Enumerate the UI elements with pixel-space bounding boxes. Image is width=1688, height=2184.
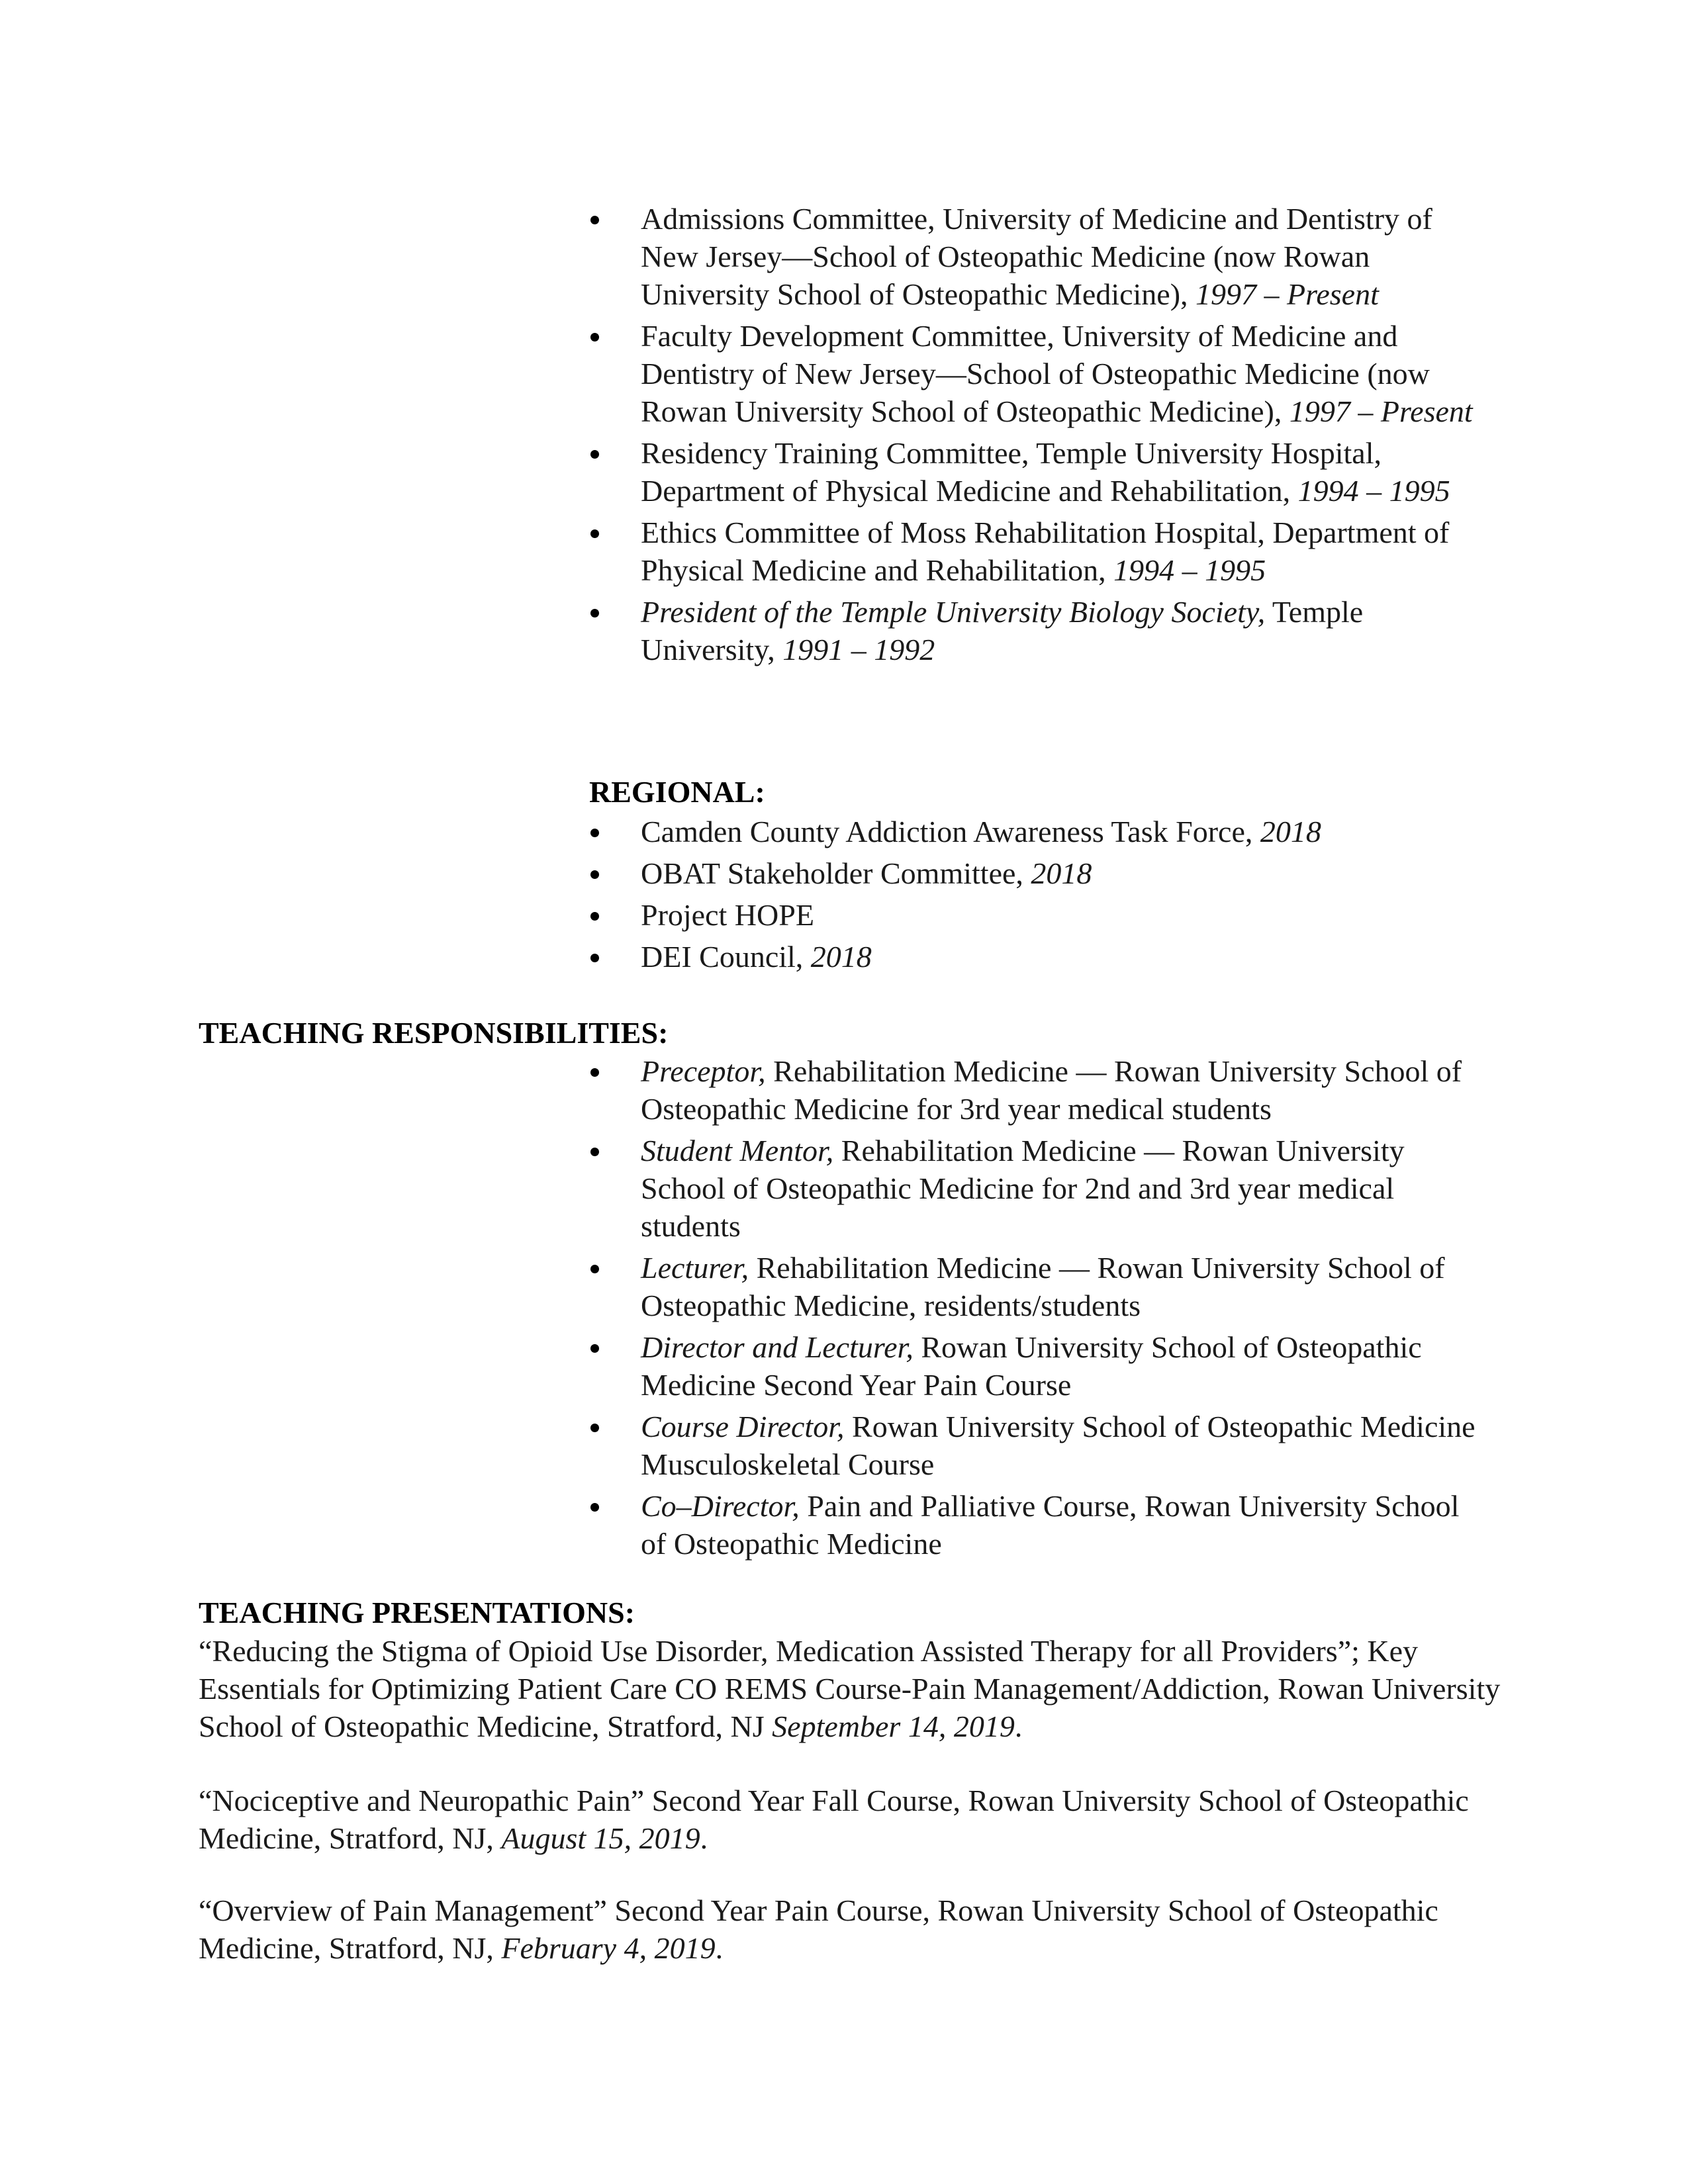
list-item: Camden County Addiction Awareness Task Force, 2018 [589,813,1489,850]
bullet-icon [590,1068,599,1077]
university-committees-list [589,200,1489,672]
presentation-entry: “Nociceptive and Neuropathic Pain” Second Year Fall Course, Rowan University School of Osteopathic Medicine, Stratford, NJ, August 15, 2019. [199,1784,1469,1855]
list-item: Project HOPE [589,896,1489,934]
bullet-icon [590,216,599,224]
presentation-entry: “Overview of Pain Management” Second Year Pain Course, Rowan University School of Osteopathic Medicine, Stratford, NJ, February 4, 2019. [199,1893,1438,1965]
list-item: Preceptor, Rehabilitation Medicine — Rowan University School of Osteopathic Medicine for 3rd year medical students [589,1052,1489,1128]
bullet-icon [590,1148,599,1156]
list-item: Residency Training Committee, Temple University Hospital, Department of Physical Medicine and Rehabilitation, 1994 – 1995 [589,434,1489,510]
list-item: Course Director, Rowan University School of Osteopathic Medicine Musculoskeletal Course [589,1408,1489,1483]
list-item: Co–Director, Pain and Palliative Course, Rowan University School of Osteopathic Medicine [589,1487,1489,1563]
bullet-icon [590,609,599,617]
bullet-icon [590,1265,599,1273]
bullet-icon [590,1503,599,1512]
list-item: Lecturer, Rehabilitation Medicine — Rowan University School of Osteopathic Medicine, residents/students [589,1249,1489,1324]
bullet-icon [590,1424,599,1432]
bullet-icon [590,333,599,341]
list-item: Ethics Committee of Moss Rehabilitation Hospital, Department of Physical Medicine and Rehabilitation, 1994 – 1995 [589,514,1489,589]
list-item: Director and Lecturer, Rowan University School of Osteopathic Medicine Second Year Pain Course [589,1328,1489,1404]
bullet-icon [590,954,599,962]
regional-list [589,813,1489,979]
teaching-presentations-heading: TEACHING PRESENTATIONS: [199,1596,635,1629]
list-item: Admissions Committee, University of Medicine and Dentistry of New Jersey—School of Osteopathic Medicine (now Rowan University School of Osteopathic Medicine), 1997 – Present [589,200,1489,313]
bullet-icon [590,450,599,459]
list-item: Faculty Development Committee, University of Medicine and Dentistry of New Jersey—School of Osteopathic Medicine (now Rowan University School of Osteopathic Medicine), 1997 – Present [589,317,1489,430]
regional-heading: REGIONAL: [589,775,765,809]
list-item: Student Mentor, Rehabilitation Medicine — Rowan University School of Osteopathic Medicine for 2nd and 3rd year medical students [589,1132,1489,1245]
bullet-icon [590,529,599,538]
teaching-responsibilities-list [589,1052,1489,1567]
presentation-entry: “Reducing the Stigma of Opioid Use Disorder, Medication Assisted Therapy for all Providers”; Key Essentials for Optimizing Patient Care CO REMS Course-Pain Management/Addiction, Rowan University School of Osteopathic Medicine, Stratford, NJ September 14, 2019. [199,1634,1501,1743]
teaching-responsibilities-heading: TEACHING RESPONSIBILITIES: [199,1016,669,1050]
list-item: DEI Council, 2018 [589,938,1489,976]
list-item: OBAT Stakeholder Committee, 2018 [589,854,1489,892]
bullet-icon [590,1344,599,1353]
bullet-icon [590,829,599,837]
list-item: President of the Temple University Biology Society, Temple University, 1991 – 1992 [589,593,1489,668]
bullet-icon [590,870,599,879]
bullet-icon [590,912,599,921]
